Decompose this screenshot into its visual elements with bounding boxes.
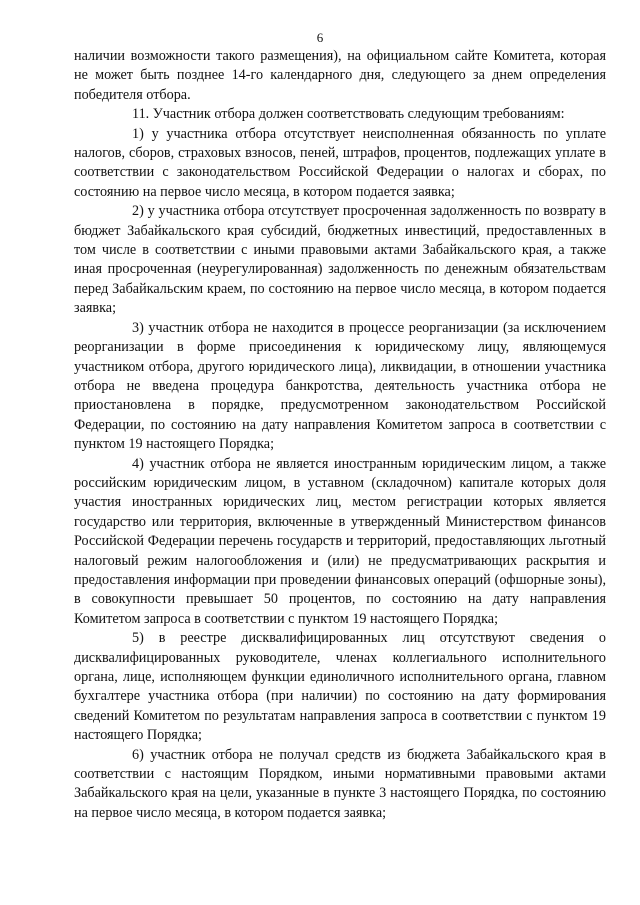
paragraph-item-1: 1) у участника отбора отсутствует неисполненная обязанность по уплате налогов, сборов, страховых взносов, пеней, штрафов, процентов, подлежащих уплате в соответствии с законодательством Российской Федерации о налогах и сборах, по состоянию на первое число месяца, в котором подается заявка;: [74, 125, 606, 200]
paragraph-section-11: 11. Участник отбора должен соответствовать следующим требованиям:: [132, 106, 565, 123]
paragraph-item-4: 4) участник отбора не является иностранным юридическим лицом, а также российским юридическим лицом, в уставном (складочном) капитале которых доля участия иностранных юридических лиц, местом регистрации которых является государство или территория, включенные в утвержденный Министерством финансов Российской Федерации перечень государств и территорий, предоставляющих льготный налоговый режим налогообложения и (или) не предусматривающих раскрытия и предоставления информации при проведении финансовых операций (офшорные зоны), в совокупности превышает 50 процентов, по состоянию на дату направления Комитетом запроса в соответствии с пунктом 19 настоящего Порядка;: [74, 455, 606, 627]
paragraph-item-6: 6) участник отбора не получал средств из бюджета Забайкальского края в соответствии с настоящим Порядком, иными нормативными правовыми актами Забайкальского края на цели, указанные в пункте 3 настоящего Порядка, по состоянию на первое число месяца, в котором подается заявка;: [74, 746, 606, 821]
document-body: [74, 47, 606, 823]
paragraph-item-2: 2) у участника отбора отсутствует просроченная задолженность по возврату в бюджет Забайкальского края субсидий, бюджетных инвестиций, предоставленных в том числе в соответствии с иными правовыми актами Забайкальского края, а также иная просроченная (неурегулированная) задолженность по денежным обязательствам перед Забайкальским краем, по состоянию на первое число месяца, в котором подается заявка;: [74, 203, 606, 317]
paragraph-continuation: наличии возможности такого размещения), на официальном сайте Комитета, которая не может быть позднее 14-го календарного дня, следующего за днем определения победителя отбора.: [74, 48, 606, 103]
page-number: 6: [316, 30, 324, 45]
paragraph-item-3: 3) участник отбора не находится в процессе реорганизации (за исключением реорганизации в форме присоединения к юридическому лицу, являющемуся участником отбора, другого юридического лица), ликвидации, в отношении участника отбора не введена процедура банкротства, деятельность участника отбора не приостановлена в порядке, предусмотренном законодательством Российской Федерации, по состоянию на дату направления Комитетом запроса в соответствии с пунктом 19 настоящего Порядка;: [74, 319, 606, 453]
paragraph-item-5: 5) в реестре дисквалифицированных лиц отсутствуют сведения о дисквалифицированных руководителе, членах коллегиального исполнительного органа, лице, исполняющем функции единоличного исполнительного органа, главном бухгалтере участника отбора (при наличии) по состоянию на дату формирования сведений Комитетом по результатам направления запроса в соответствии с пунктом 19 настоящего Порядка;: [74, 630, 606, 744]
